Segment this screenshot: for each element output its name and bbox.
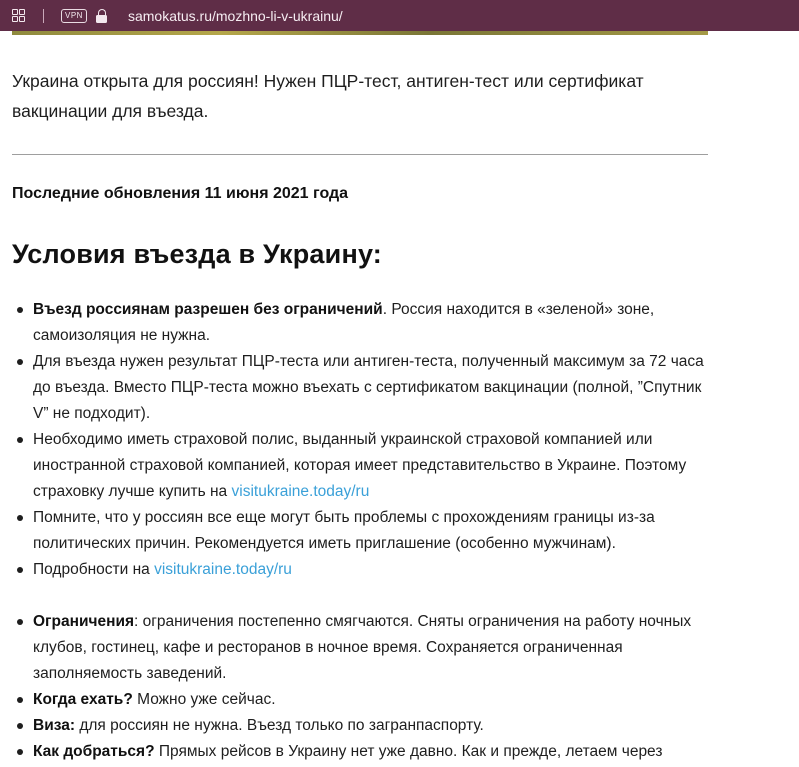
list-item-bold: Как добраться? — [33, 743, 155, 760]
list-item-bold: Въезд россиянам разрешен без ограничений — [33, 301, 383, 318]
list-item-text: Необходимо иметь страховой полис, выданный украинской страховой компанией или иностранной страховой компанией, которая имеет представительство в Украине. Поэтому страховку лучше купить на — [33, 431, 687, 500]
address-bar-url[interactable]: samokatus.ru/mozhno-li-v-ukrainu/ — [127, 7, 343, 24]
list-item-bold: Ограничения — [33, 613, 135, 630]
list-item — [33, 713, 713, 739]
header-image-edge — [12, 31, 708, 35]
list-item — [33, 739, 713, 765]
list-item-text: для россиян не нужна. Въезд только по загранпаспорту. — [75, 717, 484, 734]
list-item — [33, 687, 713, 713]
details-list — [12, 609, 713, 765]
list-item-text: Подробности на — [33, 561, 155, 578]
list-item — [33, 505, 713, 557]
list-item — [33, 427, 713, 505]
list-item-text: Для въезда нужен результат ПЦР-теста или антиген-теста, полученный максимум за 72 часа до въезда. Вместо ПЦР-теста можно въехать с сертификатом вакцинации (полной, ”Спутник V” не подходит). — [33, 353, 704, 422]
list-item-text: : ограничения постепенно смягчаются. Сняты ограничения на работу ночных клубов, гостинец, кафе и ресторанов в ночное время. Сохраняется ограниченная заполняемость заведений. — [33, 613, 692, 682]
list-item-text: Прямых рейсов в Украину нет уже давно. Как и прежде, летаем через — [154, 743, 663, 760]
toolbar-divider — [43, 9, 44, 23]
list-item — [33, 349, 713, 427]
tab-overview-icon[interactable] — [12, 9, 25, 22]
visitukraine-link[interactable]: visitukraine.today/ru — [154, 561, 292, 578]
section-heading: Условия въезда в Украину: — [12, 239, 383, 269]
browser-toolbar — [0, 0, 799, 31]
list-item — [33, 297, 713, 349]
conditions-list — [12, 297, 713, 583]
list-item-text: Помните, что у россиян все еще могут быть проблемы с прохождениям границы из-за политических причин. Рекомендуется иметь приглашение (особенно мужчинам). — [33, 509, 655, 552]
list-item — [33, 557, 713, 583]
intro-paragraph: Украина открыта для россиян! Нужен ПЦР-тест, антиген-тест или сертификат вакцинации для въезда. — [12, 71, 644, 121]
horizontal-rule — [12, 154, 708, 155]
list-item-text: Можно уже сейчас. — [132, 691, 276, 708]
visitukraine-link[interactable]: visitukraine.today/ru — [231, 483, 370, 500]
list-item-bold: Виза: — [33, 717, 76, 734]
list-item-text: . Россия находится в «зеленой» зоне, самоизоляция не нужна. — [33, 301, 655, 344]
list-item — [33, 609, 713, 687]
last-updated-text: Последние обновления 11 июня 2021 года — [12, 185, 349, 202]
vpn-badge[interactable]: VPN — [61, 9, 87, 23]
list-item-bold: Когда ехать? — [33, 691, 133, 708]
lock-icon[interactable] — [96, 9, 108, 23]
